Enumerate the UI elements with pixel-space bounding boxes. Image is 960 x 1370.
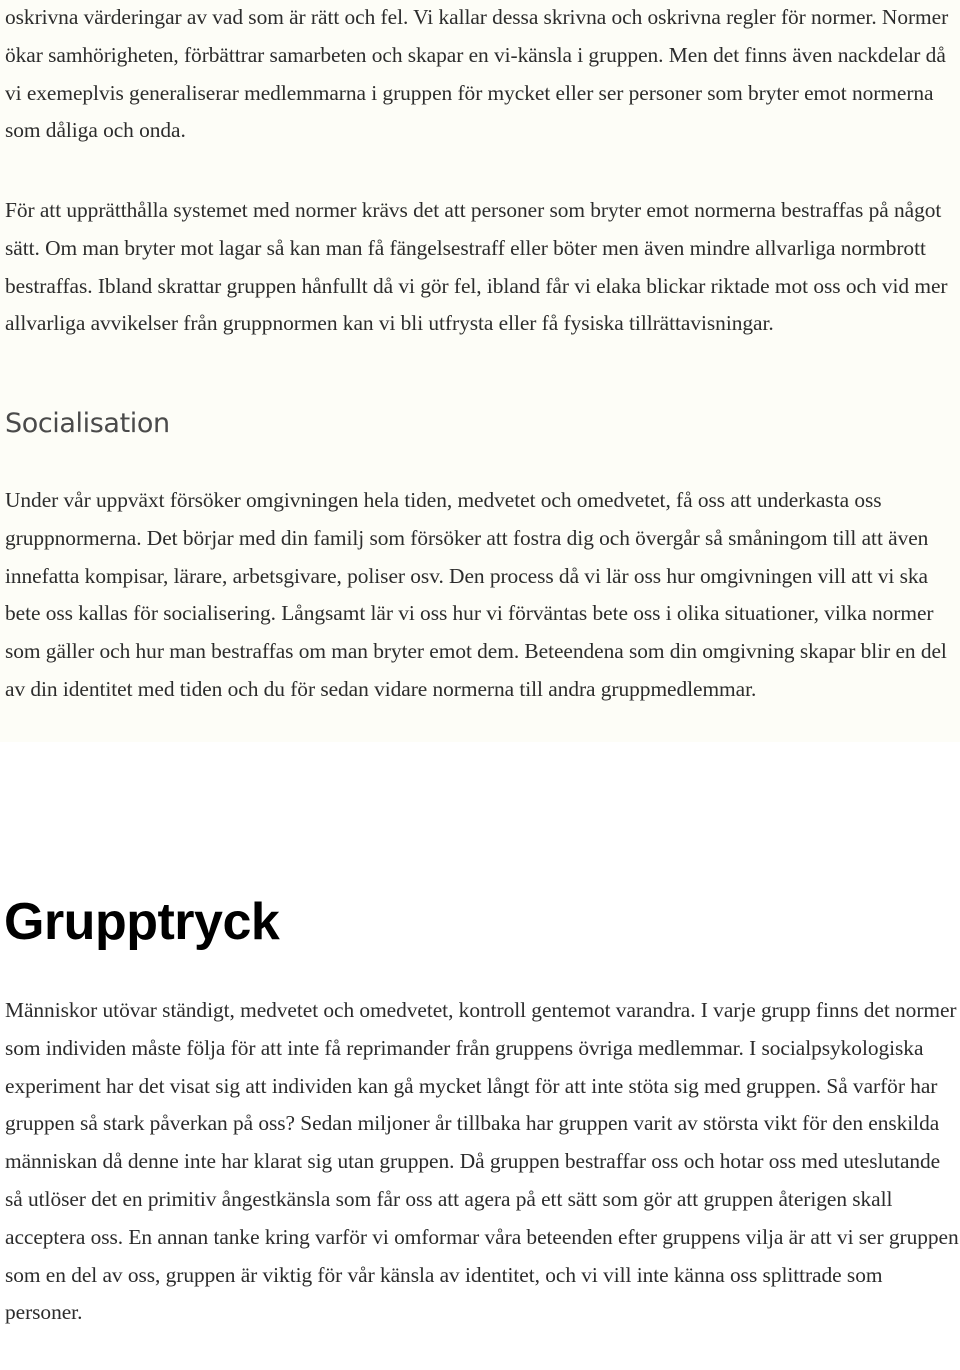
- paragraph-punishment: För att upprätthålla systemet med normer krävs det att personer som bryter emot normerna bestraffas på något sätt. Om man bryter mot lagar så kan man få fängelsestraff eller böter men även mindre allvarliga normbrott bestraffas. Ibland skrattar gruppen hånfullt då vi gör fel, ibland får vi elaka blickar riktade mot oss och vid mer allvarliga avvikelser från gruppnormen kan vi bli utfrysta eller få fysiska tillrättavisningar.: [5, 198, 948, 336]
- grupptryck-heading: Grupptryck: [4, 893, 280, 951]
- paragraph-socialisation: Under vår uppväxt försöker omgivningen hela tiden, medvetet och omedvetet, få oss att underkasta oss gruppnormerna. Det börjar med din familj som försöker att fostra dig och övergår så småningom till att även innefatta kompisar, lärare, arbetsgivare, poliser osv. Den process då vi lär oss hur omgivningen vill att vi ska bete oss kallas för socialisering. Långsamt lär vi oss hur vi förväntas bete oss i olika situationer, vilka normer som gäller och hur man bestraffas om man bryter emot dem. Beteendena som din omgivning skapar blir en del av din identitet med tiden och du för sedan vidare normerna till andra gruppmedlemmar.: [5, 488, 947, 701]
- paragraph-norms: oskrivna värderingar av vad som är rätt och fel. Vi kallar dessa skrivna och oskrivna regler för normer. Normer ökar samhörigheten, förbättrar samarbeten och skapar en vi-känsla i gruppen. Men det finns även nackdelar då vi exemeplvis generaliserar medlemmarna i gruppen för mycket eller ser personer som bryter emot normerna som dåliga och onda.: [5, 5, 949, 143]
- socialisation-heading: Socialisation: [5, 408, 170, 439]
- paragraph-grupptryck: Människor utövar ständigt, medvetet och omedvetet, kontroll gentemot varandra. I varje grupp finns det normer som individen måste följa för att inte få reprimander från gruppens övriga medlemmar. I socialpsykologiska experiment har det visat sig att individen kan gå mycket långt för att inte stöta sig med gruppen. Så varför har gruppen så stark påverkan på oss? Sedan miljoner år tillbaka har gruppen varit av största vikt för den enskilda människan då denne inte har klarat sig utan gruppen. Då gruppen bestraffar oss och hotar oss med uteslutande så utlöser det en primitiv ångestkänsla som får oss att agera på ett sätt som gör att gruppen återigen skall acceptera oss. En annan tanke kring varför vi omformar våra beteenden efter gruppens vilja är att vi ser gruppen som en del av oss, gruppen är viktig för vår känsla av identitet, och vi vill inte känna oss splittrade som personer.: [5, 998, 959, 1325]
